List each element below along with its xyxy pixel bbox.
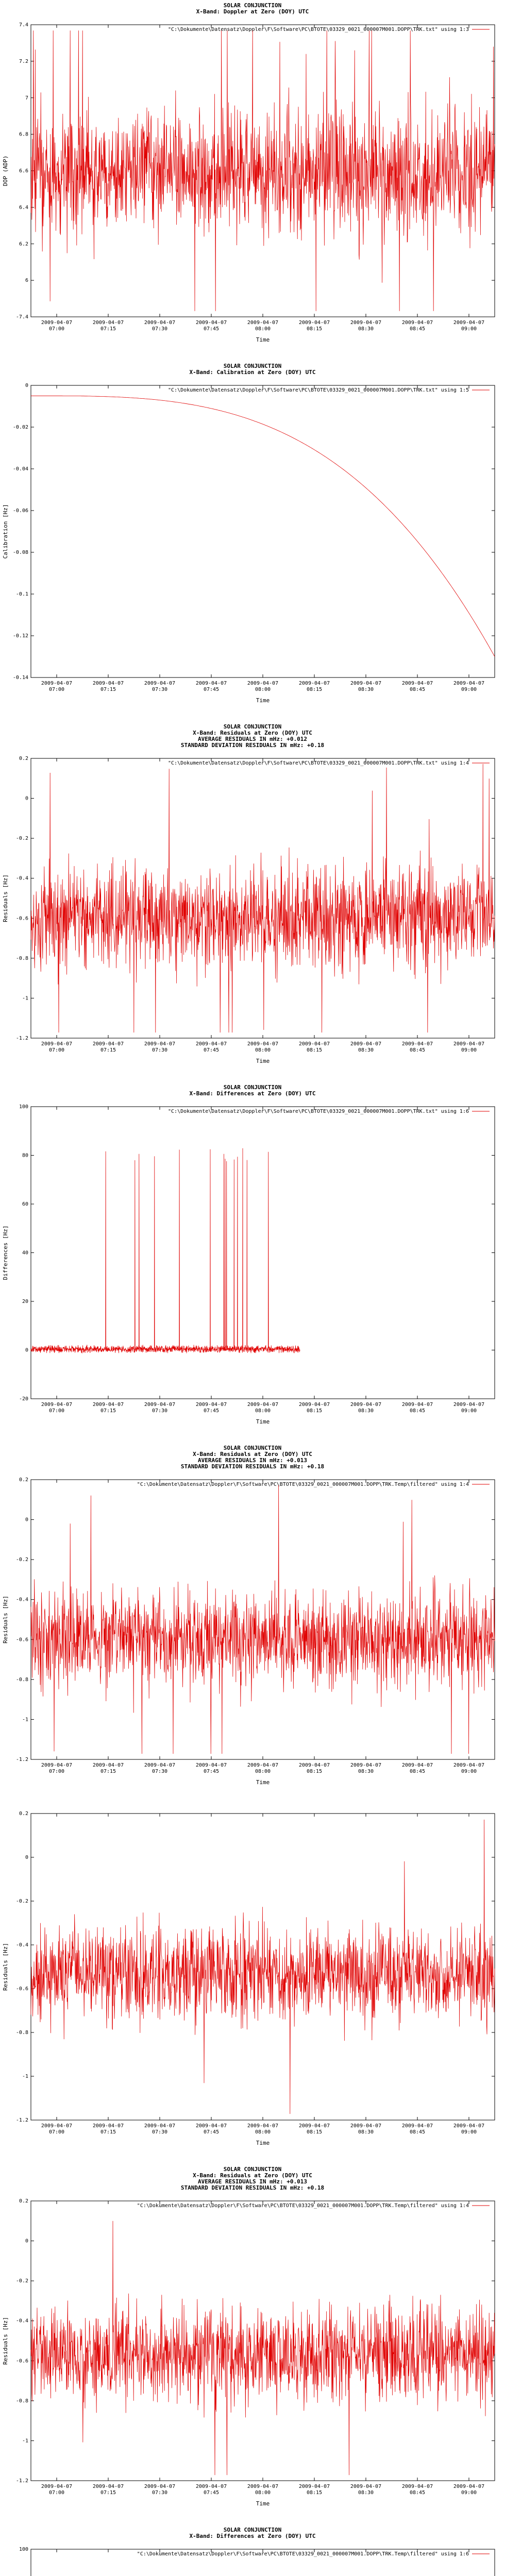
x-tick-label: 2009-04-07 (350, 2484, 382, 2489)
chart-panel (0, 361, 505, 721)
x-tick-label: 2009-04-07 (195, 1762, 227, 1768)
y-tick-label: 0 (25, 795, 28, 802)
series-line (31, 1820, 495, 2114)
y-tick-label: -0.2 (15, 1899, 28, 1904)
x-axis-label: Time (256, 1058, 270, 1064)
x-tick-label: 2009-04-07 (195, 1402, 227, 1408)
y-tick-label: -0.6 (15, 2358, 28, 2364)
y-axis-label: Residuals [Hz] (2, 874, 9, 922)
series-line (31, 1485, 495, 1754)
x-tick-label: 08:30 (358, 1408, 374, 1414)
x-tick-label: 09:00 (461, 1769, 477, 1774)
x-tick-label: 08:45 (409, 1408, 426, 1414)
x-axis-label: Time (256, 1418, 270, 1425)
chart-title-line: STANDARD DEVIATION RESIDUALS IN mHz: +0.18 (180, 742, 325, 749)
x-tick-label: 2009-04-07 (350, 681, 382, 686)
x-tick-label: 08:00 (255, 2490, 271, 2496)
x-tick-label: 07:15 (100, 2129, 116, 2135)
chart-panel (0, 1443, 505, 1803)
x-tick-label: 2009-04-07 (41, 1402, 73, 1408)
x-tick-label: 2009-04-07 (401, 2484, 433, 2489)
x-axis-label: Time (256, 336, 270, 343)
y-tick-label: -0.8 (15, 2398, 28, 2404)
x-tick-label: 08:00 (255, 687, 271, 692)
legend-label: "C:\Dokumente\Datensatz\Doppler\F\Software\PC\BTOTE\03329_0021_000007M001.DOPP\TRK.txt" using 1:4 (168, 760, 469, 766)
x-tick-label: 07:45 (203, 1769, 220, 1774)
y-axis-label: Residuals [Hz] (2, 1943, 9, 1991)
x-tick-label: 2009-04-07 (144, 681, 176, 686)
x-tick-label: 09:00 (461, 326, 477, 332)
x-tick-label: 2009-04-07 (401, 1041, 433, 1047)
legend-label: "C:\Dokumente\Datensatz\Doppler\F\Software\PC\BTOTE\03329_0021_000007M001.DOPP\TRK.Temp\filtered" using 1:6 (137, 2551, 469, 2557)
x-axis-label: Time (256, 2500, 270, 2507)
y-tick-label: -0.2 (15, 2278, 28, 2284)
chart-svg (0, 1082, 505, 1443)
y-tick-label: 7.4 (19, 22, 28, 28)
x-tick-label: 08:15 (306, 2490, 323, 2496)
x-tick-label: 07:15 (100, 326, 116, 332)
y-tick-label: -0.2 (15, 1557, 28, 1563)
x-tick-label: 07:45 (203, 1047, 220, 1053)
chart-panel (0, 721, 505, 1082)
x-tick-label: 2009-04-07 (41, 1041, 73, 1047)
x-tick-label: 2009-04-07 (195, 681, 227, 686)
x-tick-label: 2009-04-07 (298, 320, 330, 326)
x-tick-label: 2009-04-07 (401, 1762, 433, 1768)
x-tick-label: 2009-04-07 (298, 1041, 330, 1047)
x-tick-label: 2009-04-07 (247, 320, 279, 326)
x-tick-label: 2009-04-07 (92, 681, 124, 686)
y-tick-label: -0.8 (15, 955, 28, 961)
y-tick-label: 100 (19, 1104, 28, 1110)
y-tick-label: 0.2 (19, 756, 28, 761)
series-line (31, 2221, 495, 2475)
x-tick-label: 2009-04-07 (453, 1762, 485, 1768)
x-tick-label: 08:15 (306, 2129, 323, 2135)
x-tick-label: 08:45 (409, 326, 426, 332)
x-tick-label: 2009-04-07 (298, 1762, 330, 1768)
y-axis-label: Calibration [Hz] (2, 504, 9, 559)
x-tick-label: 2009-04-07 (247, 681, 279, 686)
x-tick-label: 2009-04-07 (41, 320, 73, 326)
x-tick-label: 07:15 (100, 2490, 116, 2496)
x-tick-label: 08:00 (255, 1769, 271, 1774)
chart-svg (0, 1443, 505, 1803)
y-axis-label: Residuals [Hz] (2, 2317, 9, 2365)
chart-svg (0, 0, 505, 361)
x-tick-label: 08:45 (409, 2490, 426, 2496)
x-tick-label: 08:45 (409, 2129, 426, 2135)
x-tick-label: 08:00 (255, 2129, 271, 2135)
y-tick-label: 0 (25, 1517, 28, 1523)
x-tick-label: 09:00 (461, 1408, 477, 1414)
y-axis-label: Residuals [Hz] (2, 1596, 9, 1643)
y-tick-label: -0.4 (15, 1942, 28, 1948)
x-tick-label: 08:00 (255, 326, 271, 332)
y-tick-label: 0 (25, 2238, 28, 2244)
x-tick-label: 07:00 (48, 1408, 65, 1414)
chart-title-line: SOLAR CONJUNCTION (223, 1445, 282, 1451)
series-line (31, 764, 495, 1032)
x-tick-label: 08:30 (358, 2490, 374, 2496)
y-tick-label: 0 (25, 1855, 28, 1860)
y-tick-label: -0.4 (15, 875, 28, 882)
x-tick-label: 2009-04-07 (195, 320, 227, 326)
chart-title-line: X-Band: Calibration at Zero (DOY) UTC (189, 369, 316, 376)
x-tick-label: 2009-04-07 (350, 1762, 382, 1768)
x-tick-label: 09:00 (461, 2490, 477, 2496)
legend-label: "C:\Dokumente\Datensatz\Doppler\F\Software\PC\BTOTE\03329_0021_000007M001.DOPP\TRK.Temp\filtered" using 1:4 (137, 1482, 469, 1487)
x-tick-label: 2009-04-07 (41, 1762, 73, 1768)
x-tick-label: 08:30 (358, 1769, 374, 1774)
x-tick-label: 2009-04-07 (92, 1402, 124, 1408)
x-tick-label: 2009-04-07 (247, 1041, 279, 1047)
chart-panel (0, 2164, 505, 2524)
x-tick-label: 2009-04-07 (144, 1402, 176, 1408)
x-tick-label: 2009-04-07 (401, 2123, 433, 2129)
y-tick-label: 0.2 (19, 1811, 28, 1817)
x-tick-label: 07:00 (48, 2490, 65, 2496)
y-tick-label: 80 (22, 1153, 28, 1159)
x-tick-label: 08:30 (358, 1047, 374, 1053)
x-tick-label: 2009-04-07 (298, 2123, 330, 2129)
x-tick-label: 08:30 (358, 687, 374, 692)
x-tick-label: 2009-04-07 (350, 1041, 382, 1047)
x-axis-label: Time (256, 1779, 270, 1786)
x-tick-label: 2009-04-07 (453, 1402, 485, 1408)
x-tick-label: 07:15 (100, 687, 116, 692)
chart-title-line: X-Band: Differences at Zero (DOY) UTC (189, 1090, 316, 1097)
y-tick-label: 6 (25, 278, 28, 284)
chart-panel (0, 0, 505, 361)
x-tick-label: 08:00 (255, 1047, 271, 1053)
y-tick-label: -7.4 (15, 314, 28, 320)
x-tick-label: 09:00 (461, 687, 477, 692)
x-tick-label: 2009-04-07 (453, 1041, 485, 1047)
x-tick-label: 2009-04-07 (92, 2484, 124, 2489)
chart-svg (0, 2164, 505, 2524)
y-tick-label: -0.8 (15, 2030, 28, 2036)
y-tick-label: -0.08 (12, 550, 28, 555)
x-tick-label: 2009-04-07 (92, 1041, 124, 1047)
x-tick-label: 2009-04-07 (92, 320, 124, 326)
x-tick-label: 07:45 (203, 687, 220, 692)
x-tick-label: 09:00 (461, 1047, 477, 1053)
chart-title-line: SOLAR CONJUNCTION (223, 2166, 282, 2173)
x-tick-label: 2009-04-07 (144, 1762, 176, 1768)
x-tick-label: 2009-04-07 (41, 2484, 73, 2489)
x-tick-label: 2009-04-07 (41, 2123, 73, 2129)
y-tick-label: -0.12 (12, 633, 28, 639)
y-tick-label: 6.2 (19, 241, 28, 247)
x-tick-label: 2009-04-07 (144, 2123, 176, 2129)
y-tick-label: -0.04 (12, 466, 28, 472)
x-tick-label: 08:45 (409, 1769, 426, 1774)
legend-label: "C:\Dokumente\Datensatz\Doppler\F\Software\PC\BTOTE\03329_0021_000007M001.DOPP\TRK.txt" using 1:3 (168, 27, 469, 32)
y-tick-label: 7.2 (19, 58, 28, 64)
y-axis-label: DOP (ADP) (2, 155, 9, 187)
x-tick-label: 2009-04-07 (41, 681, 73, 686)
plot-frame (31, 1107, 495, 1399)
y-tick-label: -0.6 (15, 1637, 28, 1643)
chart-title-line: STANDARD DEVIATION RESIDUALS IN mHz: +0.18 (180, 2184, 325, 2191)
chart-title-line: X-Band: Residuals at Zero (DOY) UTC (193, 2172, 312, 2179)
y-tick-label: 6.8 (19, 131, 28, 138)
x-tick-label: 2009-04-07 (453, 681, 485, 686)
x-tick-label: 08:30 (358, 2129, 374, 2135)
legend-label: "C:\Dokumente\Datensatz\Doppler\F\Software\PC\BTOTE\03329_0021_000007M001.DOPP\TRK.txt" using 1:5 (168, 387, 469, 393)
chart-title-line: SOLAR CONJUNCTION (223, 363, 282, 369)
chart-panel (0, 1082, 505, 1443)
y-tick-label: -0.4 (15, 1597, 28, 1603)
x-tick-label: 09:00 (461, 2129, 477, 2135)
y-tick-label: 6.4 (19, 205, 28, 211)
x-tick-label: 08:15 (306, 326, 323, 332)
plot-frame (31, 385, 495, 677)
x-tick-label: 2009-04-07 (92, 2123, 124, 2129)
x-tick-label: 2009-04-07 (247, 1762, 279, 1768)
chart-title-line: AVERAGE RESIDUALS IN mHz: +0.013 (198, 1457, 307, 1464)
x-tick-label: 07:30 (152, 2129, 168, 2135)
x-tick-label: 07:45 (203, 326, 220, 332)
chart-title-line: AVERAGE RESIDUALS IN mHz: +0.012 (198, 736, 307, 742)
x-tick-label: 08:45 (409, 1047, 426, 1053)
chart-title-line: X-Band: Residuals at Zero (DOY) UTC (193, 730, 312, 736)
y-tick-label: 100 (19, 2547, 28, 2552)
x-tick-label: 08:00 (255, 1408, 271, 1414)
chart-svg (0, 1803, 505, 2164)
x-tick-label: 2009-04-07 (453, 320, 485, 326)
x-tick-label: 07:00 (48, 687, 65, 692)
x-tick-label: 2009-04-07 (350, 2123, 382, 2129)
chart-svg (0, 721, 505, 1082)
chart-title-line: X-Band: Residuals at Zero (DOY) UTC (193, 1451, 312, 1458)
x-tick-label: 07:45 (203, 2490, 220, 2496)
y-tick-label: 60 (22, 1201, 28, 1207)
y-tick-label: 0.2 (19, 2198, 28, 2204)
x-tick-label: 07:30 (152, 2490, 168, 2496)
y-tick-label: 0 (25, 1347, 28, 1353)
y-tick-label: -0.14 (12, 675, 28, 681)
x-tick-label: 07:30 (152, 1047, 168, 1053)
y-tick-label: -1.2 (15, 2117, 28, 2123)
y-tick-label: 7 (25, 95, 28, 101)
y-tick-label: -0.8 (15, 1676, 28, 1683)
x-tick-label: 08:15 (306, 1408, 323, 1414)
x-tick-label: 2009-04-07 (453, 2484, 485, 2489)
x-tick-label: 07:15 (100, 1047, 116, 1053)
y-tick-label: -1.2 (15, 2478, 28, 2484)
x-tick-label: 2009-04-07 (298, 681, 330, 686)
x-tick-label: 07:30 (152, 326, 168, 332)
x-tick-label: 2009-04-07 (195, 1041, 227, 1047)
x-tick-label: 2009-04-07 (453, 2123, 485, 2129)
x-tick-label: 2009-04-07 (195, 2484, 227, 2489)
series-line (31, 396, 495, 656)
x-tick-label: 07:45 (203, 2129, 220, 2135)
legend-label: "C:\Dokumente\Datensatz\Doppler\F\Software\PC\BTOTE\03329_0021_000007M001.DOPP\TRK.Temp\filtered" using 1:4 (137, 2203, 469, 2209)
x-tick-label: 07:00 (48, 326, 65, 332)
y-axis-label: Differences [Hz] (2, 1225, 9, 1280)
legend-label: "C:\Dokumente\Datensatz\Doppler\F\Software\PC\BTOTE\03329_0021_000007M001.DOPP\TRK.txt" using 1:6 (168, 1109, 469, 1114)
chart-title-line: SOLAR CONJUNCTION (223, 723, 282, 730)
x-tick-label: 07:30 (152, 1769, 168, 1774)
x-tick-label: 07:30 (152, 687, 168, 692)
y-tick-label: -0.06 (12, 508, 28, 514)
x-tick-label: 2009-04-07 (350, 320, 382, 326)
y-tick-label: -0.2 (15, 836, 28, 842)
series-line (31, 1148, 300, 1353)
x-tick-label: 07:15 (100, 1769, 116, 1774)
x-tick-label: 2009-04-07 (247, 1402, 279, 1408)
x-tick-label: 07:00 (48, 2129, 65, 2135)
chart-title-line: SOLAR CONJUNCTION (223, 2, 282, 9)
chart-panel (0, 2524, 505, 2576)
chart-title-line: STANDARD DEVIATION RESIDUALS IN mHz: +0.18 (180, 1463, 325, 1470)
y-tick-label: -20 (19, 1396, 28, 1402)
x-tick-label: 2009-04-07 (298, 1402, 330, 1408)
y-tick-label: -1.2 (15, 1757, 28, 1762)
x-axis-label: Time (256, 2140, 270, 2146)
y-tick-label: -1 (22, 2438, 28, 2444)
x-tick-label: 07:45 (203, 1408, 220, 1414)
y-tick-label: -1 (22, 2074, 28, 2079)
x-tick-label: 2009-04-07 (92, 1762, 124, 1768)
x-tick-label: 08:15 (306, 687, 323, 692)
x-tick-label: 2009-04-07 (350, 1402, 382, 1408)
y-tick-label: -0.1 (15, 591, 28, 597)
x-tick-label: 2009-04-07 (195, 2123, 227, 2129)
y-tick-label: -1 (22, 1717, 28, 1723)
x-tick-label: 2009-04-07 (144, 320, 176, 326)
x-tick-label: 2009-04-07 (401, 320, 433, 326)
y-tick-label: -0.6 (15, 1986, 28, 1992)
y-tick-label: 0 (25, 383, 28, 388)
y-tick-label: 40 (22, 1250, 28, 1256)
x-tick-label: 07:00 (48, 1047, 65, 1053)
y-tick-label: -1 (22, 995, 28, 1002)
chart-title-line: SOLAR CONJUNCTION (223, 2527, 282, 2533)
y-tick-label: -0.02 (12, 425, 28, 430)
x-tick-label: 2009-04-07 (298, 2484, 330, 2489)
x-tick-label: 08:45 (409, 687, 426, 692)
chart-title-line: SOLAR CONJUNCTION (223, 1084, 282, 1091)
y-tick-label: -0.6 (15, 916, 28, 922)
chart-title-line: AVERAGE RESIDUALS IN mHz: +0.013 (198, 2178, 307, 2185)
x-tick-label: 08:15 (306, 1047, 323, 1053)
chart-svg (0, 361, 505, 721)
x-tick-label: 2009-04-07 (401, 1402, 433, 1408)
x-tick-label: 07:15 (100, 1408, 116, 1414)
x-axis-label: Time (256, 697, 270, 704)
y-tick-label: 20 (22, 1299, 28, 1304)
x-tick-label: 07:00 (48, 1769, 65, 1774)
chart-title-line: X-Band: Doppler at Zero (DOY) UTC (196, 8, 309, 15)
x-tick-label: 2009-04-07 (144, 2484, 176, 2489)
chart-svg (0, 2524, 505, 2576)
y-tick-label: 6.6 (19, 168, 28, 174)
chart-panel (0, 1803, 505, 2164)
x-tick-label: 2009-04-07 (247, 2484, 279, 2489)
x-tick-label: 2009-04-07 (401, 681, 433, 686)
x-tick-label: 2009-04-07 (247, 2123, 279, 2129)
x-tick-label: 07:30 (152, 1408, 168, 1414)
y-tick-label: -0.4 (15, 2318, 28, 2324)
chart-title-line: X-Band: Differences at Zero (DOY) UTC (189, 2533, 316, 2539)
series-line (31, 30, 495, 311)
x-tick-label: 08:15 (306, 1769, 323, 1774)
y-tick-label: -1.2 (15, 1036, 28, 1041)
x-tick-label: 2009-04-07 (144, 1041, 176, 1047)
x-tick-label: 08:30 (358, 326, 374, 332)
y-tick-label: 0.2 (19, 1477, 28, 1483)
